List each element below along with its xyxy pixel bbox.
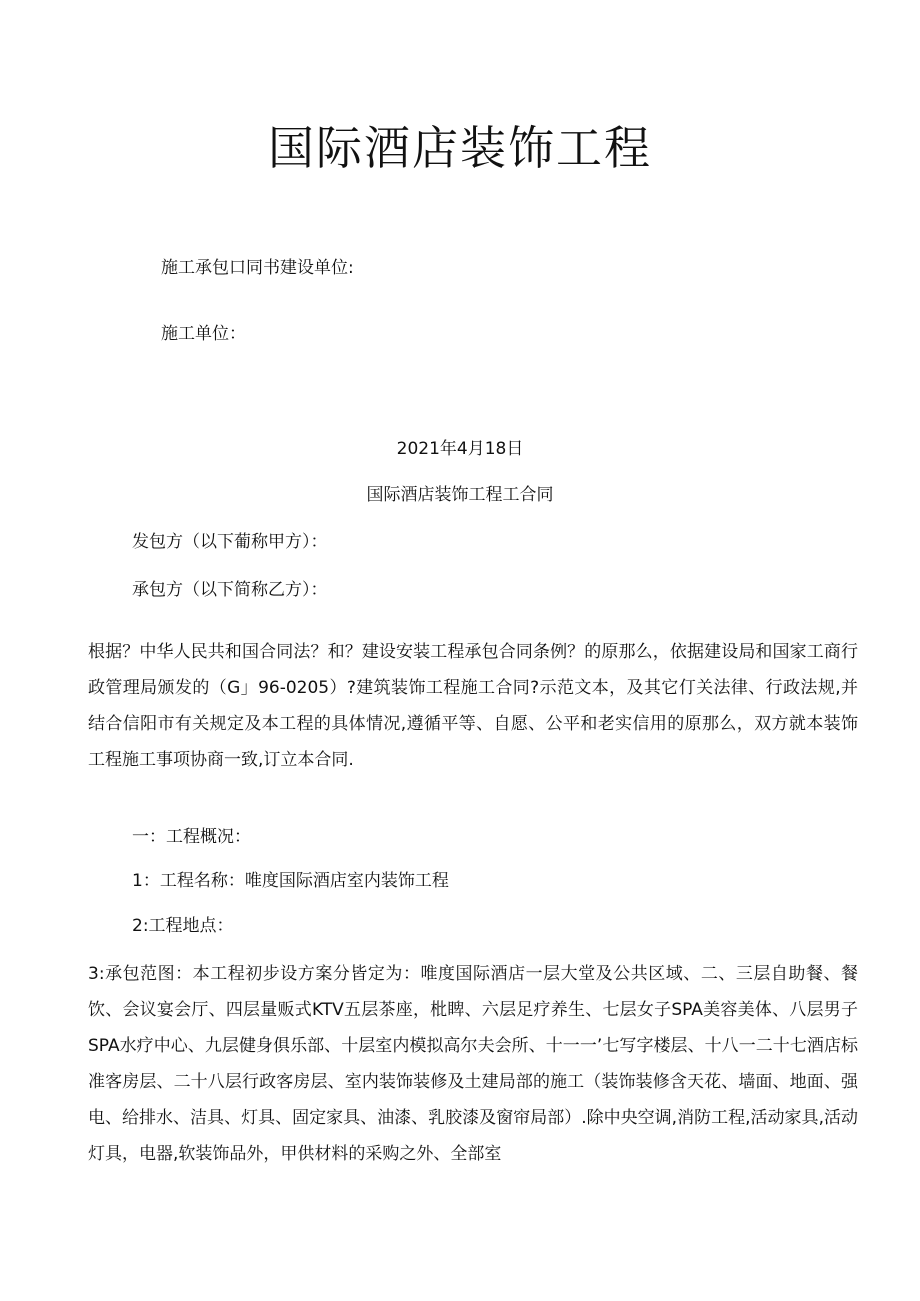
preamble-paragraph: 根据？中华人民共和国合同法？和？建设安装工程承包合同条例？的原那么，依据建设局和国家工商行政管理局颁发的（G」96-0205）?建筑装饰工程施工合同?示范文本，及其它仃关法律、行政法规,并结合信阳市有关规定及本工程的具体情况,遵循平等、自愿、公平和老实信用的原那么，双方就本装饰工程施工事项协商一致,订立本合同. bbox=[88, 642, 858, 770]
project-location-item: 2:工程地点： bbox=[132, 916, 234, 936]
contract-scope-paragraph: 3:承包范图：本工程初步设方案分皆定为：唯度国际酒店一层大堂及公共区域、二、三层自助餐、餐饮、会议宴会厅、四层量贩式KTV五层茶座，枇睥、六层足疗养生、七层女子SPA美容美体、八层男子SPA水疗中心、九层健身俱乐部、十层室内模拟高尔夫会所、十一一’七写字楼层、十八一二十七酒店标准客房层、二十八层行政客房层、室内装饰装修及土建局部的施工（装饰装修含天花、墙面、地面、强电、给排水、洁具、灯具、固定家具、油漆、乳胶漆及窗帘局部）.除中央空调,消防工程,活动家具,活动灯具，电器,软装饰品外，甲供材料的采购之外、全部室 bbox=[88, 964, 858, 1164]
party-b-line: 承包方（以下简称乙方）： bbox=[132, 580, 328, 600]
builder-unit-line: 施工承包口同书建设单位: bbox=[161, 258, 354, 278]
project-name-item: 1：工程名称：唯度国际酒店室内装饰工程 bbox=[132, 871, 449, 891]
document-title: 国际酒店装饰工程 bbox=[268, 121, 652, 175]
party-a-line: 发包方（以下葡称甲方）： bbox=[132, 532, 328, 552]
contractor-unit-line: 施工单位： bbox=[161, 324, 246, 344]
contract-title: 国际酒店装饰工程工合同 bbox=[366, 485, 554, 505]
section-1-heading: 一：工程概况： bbox=[132, 827, 251, 847]
contract-date: 2021年4月18日 bbox=[396, 439, 524, 459]
